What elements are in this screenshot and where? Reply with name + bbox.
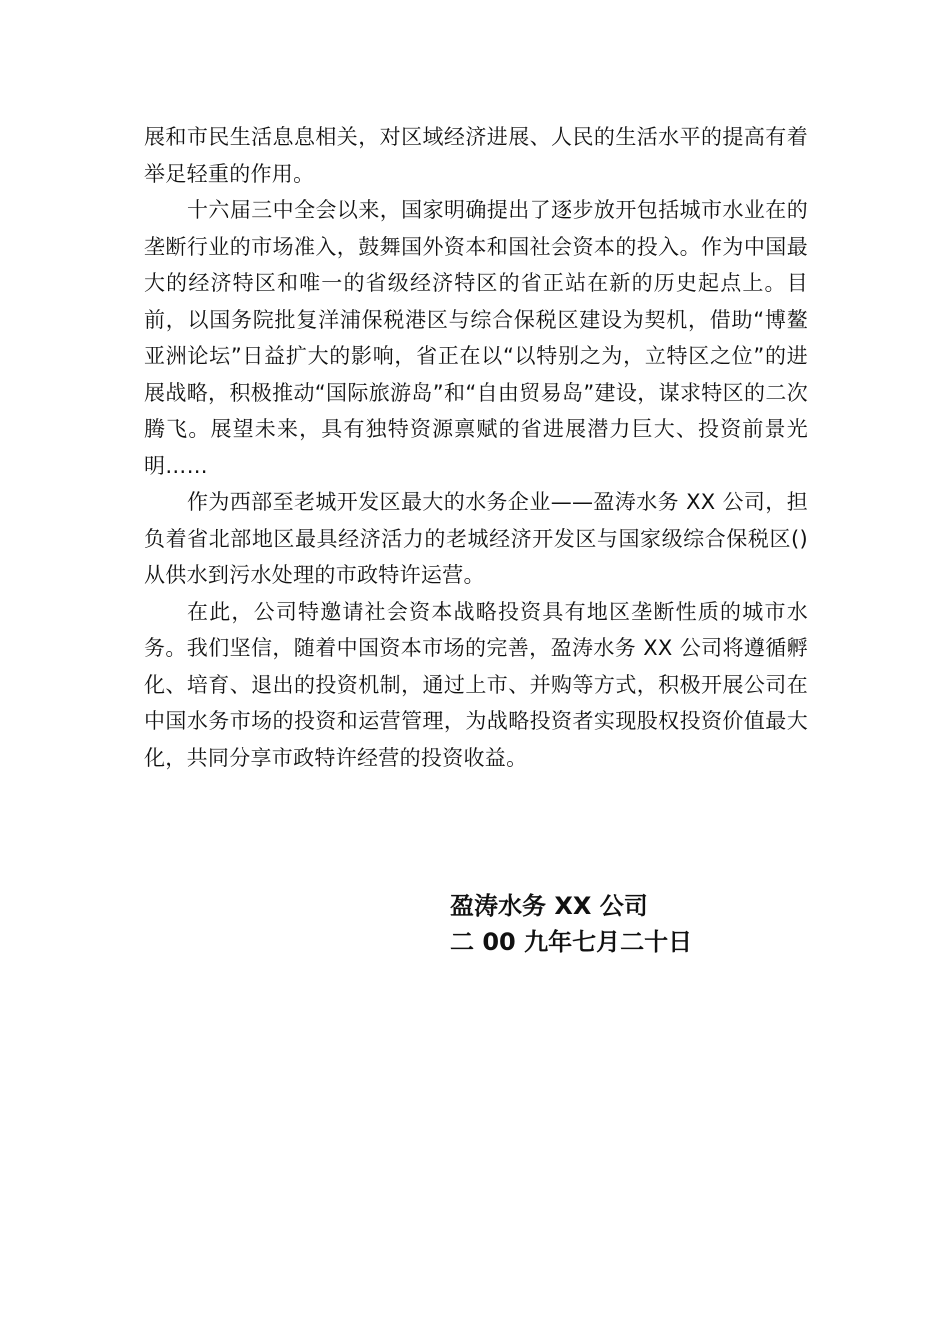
paragraph-1: 展和市民生活息息相关，对区域经济进展、人民的生活水平的提高有着举足轻重的作用。 (144, 125, 808, 186)
paragraph-4: 在此，公司特邀请社会资本战略投资具有地区垄断性质的城市水务。我们坚信，随着中国资本市场的完善，盈涛水务 XX 公司将遵循孵化、培育、退出的投资机制，通过上市、并购等方式，积极开展公司在中国水务市场的投资和运营管理，为战略投资者实现股权投资价值最大化，共同分享市政特许经营的投资收益。 (144, 599, 808, 770)
signature-block (450, 888, 850, 960)
paragraph-2: 十六届三中全会以来，国家明确提出了逐步放开包括城市水业在的垄断行业的市场准入，鼓舞国外资本和国社会资本的投入。作为中国最大的经济特区和唯一的省级经济特区的省正站在新的历史起点上。目前，以国务院批复洋浦保税港区与综合保税区建设为契机，借助“博鳌亚洲论坛”日益扩大的影响，省正在以“以特别之为，立特区之位”的进展战略，积极推动“国际旅游岛”和“自由贸易岛”建设，谋求特区的二次腾飞。展望未来，具有独特资源禀赋的省进展潜力巨大、投资前景光明…… (144, 198, 808, 478)
paragraph-3: 作为西部至老城开发区最大的水务企业——盈涛水务 XX 公司，担负着省北部地区最具经济活力的老城经济开发区与国家级综合保税区()从供水到污水处理的市政特许运营。 (144, 490, 808, 587)
document-body (144, 119, 808, 776)
signature-company: 盈涛水务 XX 公司 (450, 892, 648, 920)
signature-date: 二 00 九年七月二十日 (450, 928, 693, 956)
